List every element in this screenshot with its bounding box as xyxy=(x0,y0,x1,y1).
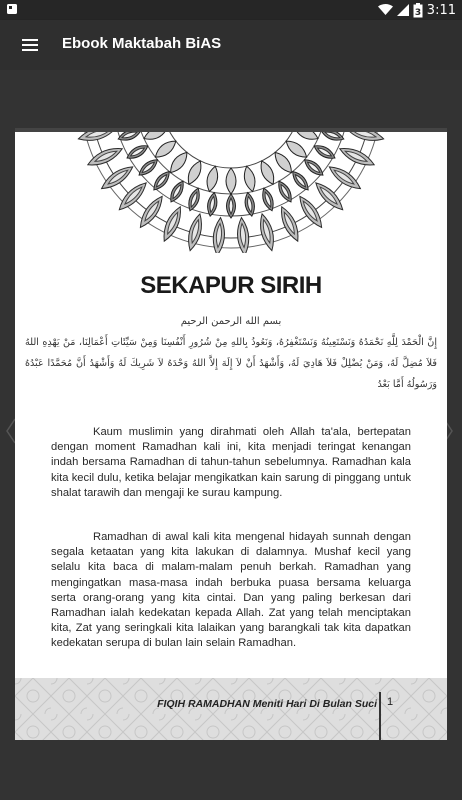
footer-book-title: FIQIH RAMADHAN Meniti Hari Di Bulan Suci xyxy=(157,698,377,710)
status-icons xyxy=(378,2,456,18)
paragraph-2: Ramadhan di awal kali kita mengenal hidayah sunnah dengan segala ketaatan yang kita lakukan di dalamnya. Mushaf kecil yang selalu kita baca di malam-malam penuh berkah. Ramadhan yang mengingatkan masa-masa indah berbuka puasa bersama keluarga serta orang-orang yang kita cintai. Dan yang paling berkesan dari Ramadhan ialah kedekatan kepada Allah. Zat yang telah menciptakan kita, Zat yang seringkali kita lalaikan yang barangkali tak kita dapatkan kedekatan serupa di bulan lain selain Ramadhan. xyxy=(51,531,411,650)
app-bar xyxy=(0,20,462,70)
ebook-viewer xyxy=(0,70,462,800)
footer-divider xyxy=(379,692,381,740)
clock: 3:11 xyxy=(426,2,456,18)
wifi-icon xyxy=(378,4,393,16)
mandala-ornament xyxy=(15,128,447,253)
ebook-page[interactable] xyxy=(15,128,447,740)
status-bar xyxy=(0,0,462,20)
arabic-opening-text: إِنَّ الْحَمْدَ لِلَّهِ نَحْمَدُهُ وَنَسْتَعِينُهُ وَنَسْتَغْفِرُهُ، وَنَعُوذُ بِاللهِ مِنْ شُرُورِ أَنْفُسِنَا وَمِنْ سَيِّئَاتِ أَعْمَالِنَا، مَنْ يَهْدِهِ اللهُ فَلاَ مُضِلَّ لَهُ، وَمَنْ يُضْلِلْ فَلاَ هَادِيَ لَهُ، وَأَشْهَدُ أَنْ لاَ إِلَهَ إِلاَّ اللهُ وَحْدَهُ لاَ شَرِيكَ لَهُ وَأَشْهَدُ أَنَّ مُحَمَّدًا عَبْدُهُ وَرَسُولُهُ أَمَّا بَعْدُ xyxy=(25,337,437,390)
notification-icon xyxy=(6,3,18,15)
page-number: 1 xyxy=(387,696,394,708)
battery-level: 3 xyxy=(414,7,421,18)
bismillah-text: بسم الله الرحمن الرحيم xyxy=(180,316,282,327)
hamburger-menu-icon[interactable] xyxy=(16,32,44,58)
page-heading: SEKAPUR SIRIH xyxy=(140,272,322,299)
paragraph-1: Kaum muslimin yang dirahmati oleh Allah ta'ala, bertepatan dengan moment Ramadhan kali ini, kita menjadi teringat kenangan indah bersama Ramadhan di tahun-tahun sebelumnya. Ramadhan kala kita kecil dulu, ketika belajar mengikatkan kain sarung di pinggang untuk shalat tarawih dan mengaji ke surau kampung. xyxy=(51,426,411,499)
signal-icon xyxy=(397,4,409,16)
app-title: Ebook Maktabah BiAS xyxy=(62,35,222,52)
page-footer xyxy=(15,678,447,740)
battery-icon xyxy=(413,3,423,18)
